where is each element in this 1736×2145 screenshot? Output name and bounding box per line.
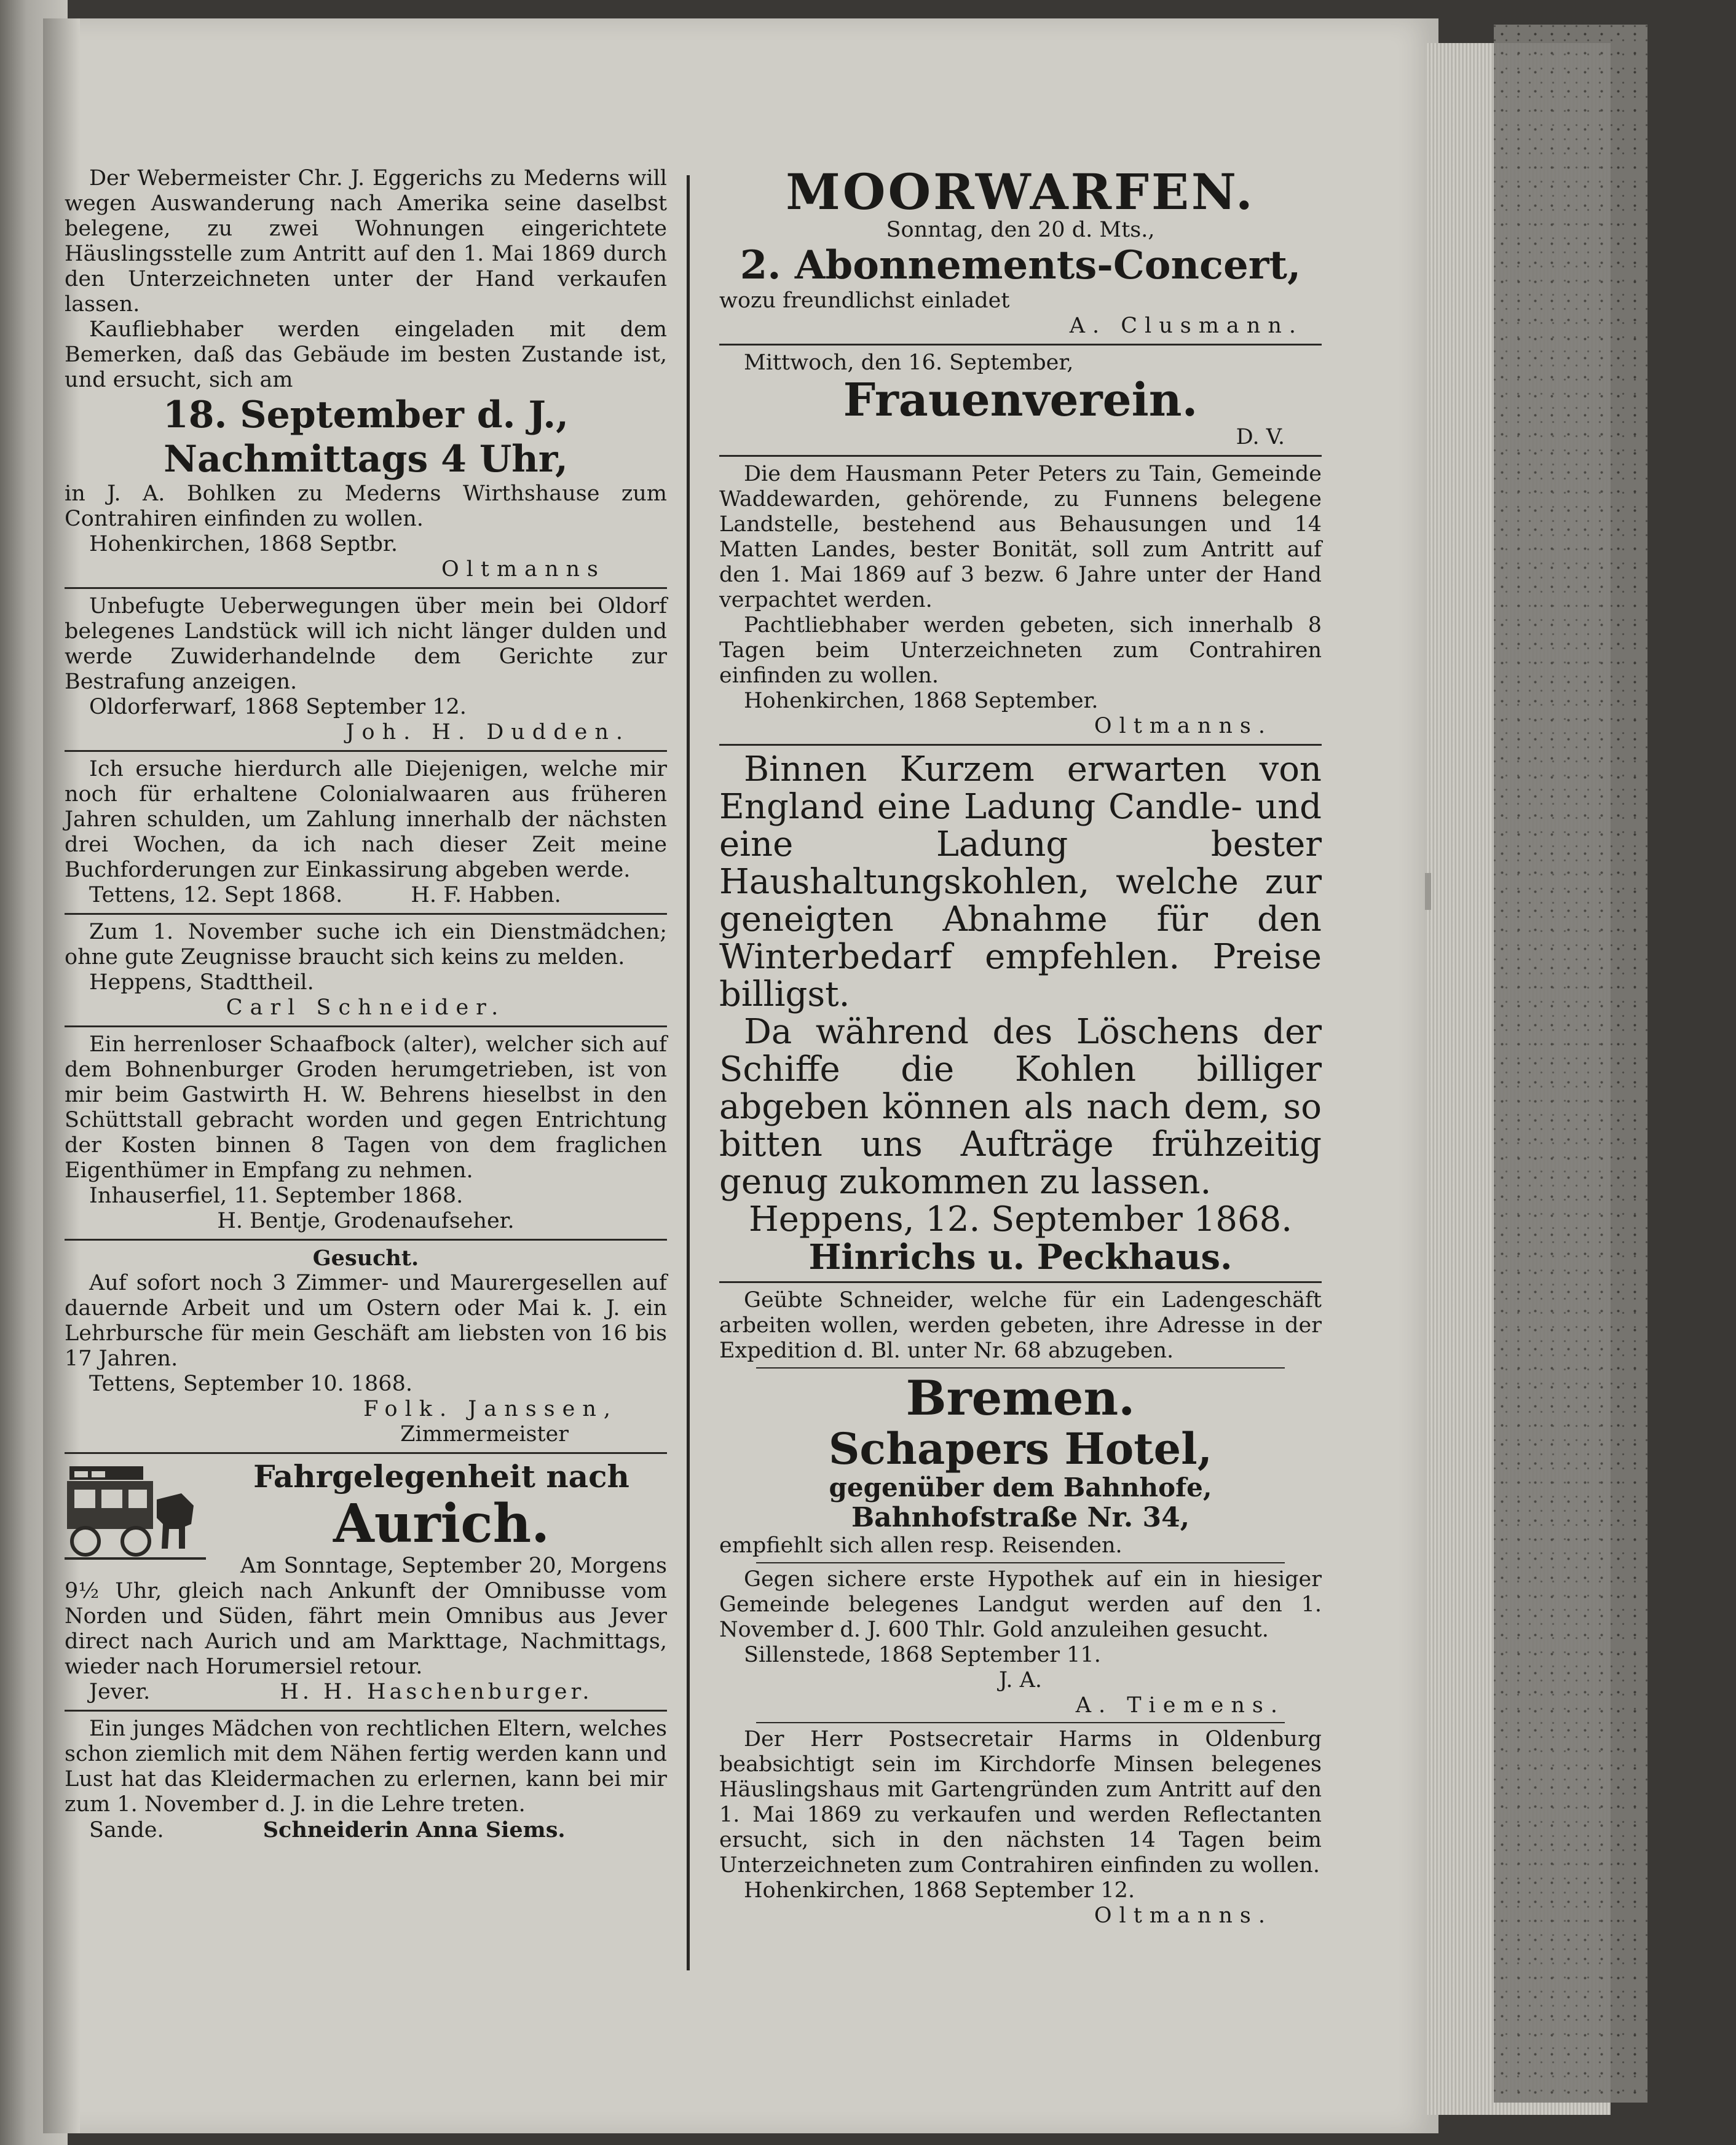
ad-habben bbox=[65, 757, 667, 908]
ad-place-date: Heppens, 12. September 1868. bbox=[748, 1199, 1293, 1239]
ad-separator bbox=[756, 1722, 1285, 1723]
ad-harms bbox=[719, 1727, 1322, 1929]
ad-date-line: Sonntag, den 20 d. Mts., bbox=[886, 218, 1155, 242]
right-column bbox=[719, 163, 1322, 1929]
ad-signature: Oltmanns bbox=[441, 557, 606, 582]
ad-bentje bbox=[65, 1032, 667, 1234]
ad-body: Der Herr Postsecretair Harms in Oldenburg beabsichtigt sein im Kirchdorfe Minsen belegenes Häuslingshaus mit Gartengründen zum Antritt auf den 1. Mai 1869 zu verkaufen und werden Reflectanten ersucht, sich in den nächsten 14 Tagen beim Unterzeichneten zum Contrahiren einfinden zu wollen. bbox=[719, 1727, 1322, 1878]
ad-hotel-line: Bahnhofstraße Nr. 34, bbox=[851, 1502, 1190, 1533]
ad-signature: Oltmanns. bbox=[1094, 1903, 1272, 1928]
ad-hotel-name: Schapers Hotel, bbox=[828, 1423, 1213, 1474]
ad-separator bbox=[65, 913, 667, 915]
ad-moorwarfen bbox=[719, 163, 1322, 339]
ad-place-date: Hohenkirchen, 1868 Septbr. bbox=[89, 532, 398, 556]
ad-place: Sande. bbox=[89, 1818, 164, 1843]
ad-date-line: Mittwoch, den 16. September, bbox=[744, 350, 1074, 375]
ad-body: Ein junges Mädchen von rechtlichen Eltern, welches schon ziemlich mit dem Nähen fertig werden kann und Lust hat das Kleidermachen zu erlernen, kann bei mir zum 1. November d. J. in die Lehre treten. bbox=[65, 1716, 667, 1817]
ad-place-date: Inhauserfiel, 11. September 1868. bbox=[89, 1183, 464, 1208]
ad-event-title: 2. Abonnements-Concert, bbox=[740, 242, 1301, 288]
ad-janssen bbox=[65, 1246, 667, 1447]
ad-signature: Carl Schneider. bbox=[226, 995, 506, 1020]
ad-peters bbox=[719, 462, 1322, 739]
ad-body: Pachtliebhaber werden gebeten, sich innerhalb 8 Tagen beim Unterzeichneten zum Contrahiren einfinden zu wollen. bbox=[719, 613, 1322, 688]
ad-place-date: Hohenkirchen, 1868 September. bbox=[744, 689, 1099, 713]
ad-body: Ein herrenloser Schaafbock (alter), welcher sich auf dem Bohnenburger Groden herumgetrieben, ist von mir beim Gastwirth H. W. Behrens hieselbst in den Schüttstall gebracht worden und gegen Entrichtung der Kosten binnen 8 Tagen von dem fraglichen Eigenthümer in Empfang zu nehmen. bbox=[65, 1032, 667, 1183]
ad-body: Am Sonntage, September 20, Morgens 9½ Uhr, gleich nach Ankunft der Omnibusse vom Norden und Süden, fährt mein Omnibus aus Jever direct nach Aurich und am Markttage, Nachmittags, wieder nach Horumersiel retour. bbox=[65, 1554, 667, 1679]
ad-place: Jever. bbox=[89, 1680, 151, 1704]
ad-separator bbox=[65, 1710, 667, 1712]
ad-schneider-gesucht bbox=[719, 1288, 1322, 1364]
ad-initials: J. A. bbox=[999, 1668, 1042, 1693]
ad-separator bbox=[65, 1025, 667, 1027]
ad-signature: Hinrichs u. Peckhaus. bbox=[808, 1237, 1233, 1278]
ad-body: Die dem Hausmann Peter Peters zu Tain, Gemeinde Waddewarden, gehörende, zu Funnens belegene Landstelle, bestehend aus Behausungen und 14 Matten Landes, bester Bonität, soll zum Antritt auf den 1. Mai 1869 auf 3 bezw. 6 Jahre unter der Hand verpachtet werden. bbox=[719, 462, 1322, 612]
ad-time-large: Nachmittags 4 Uhr, bbox=[164, 438, 568, 481]
stagecoach-icon bbox=[65, 1463, 206, 1567]
ad-separator bbox=[719, 1281, 1322, 1283]
ad-signature: Joh. H. Dudden. bbox=[345, 720, 630, 745]
ad-place: Heppens, Stadttheil. bbox=[89, 970, 314, 995]
ad-separator bbox=[65, 1239, 667, 1241]
ad-separator bbox=[719, 455, 1322, 457]
ad-place: Tettens, 12. Sept 1868. bbox=[89, 883, 343, 907]
ad-invite: wozu freundlichst einladet bbox=[719, 288, 1010, 313]
ad-signature: Schneiderin Anna Siems. bbox=[262, 1817, 566, 1843]
ad-dudden bbox=[65, 594, 667, 745]
ad-eggerichs bbox=[65, 166, 667, 582]
ad-signature: H. F. Habben. bbox=[411, 883, 561, 907]
left-column bbox=[65, 166, 667, 1843]
ad-heading: MOORWARFEN. bbox=[786, 163, 1255, 221]
ad-signature: H. H. Haschenburger. bbox=[280, 1680, 593, 1704]
ad-place-date: Sillenstede, 1868 September 11. bbox=[744, 1643, 1101, 1667]
ad-signature: D. V. bbox=[1236, 425, 1285, 449]
ad-heading: Frauenverein. bbox=[843, 374, 1198, 427]
ad-signature: A. Clusmann. bbox=[1069, 314, 1303, 338]
ad-separator bbox=[65, 587, 667, 589]
ad-separator bbox=[65, 750, 667, 752]
ad-heading-destination: Aurich. bbox=[333, 1493, 550, 1555]
ad-heading: Fahrgelegenheit nach bbox=[253, 1458, 629, 1495]
ad-body: Kaufliebhaber werden eingeladen mit dem Bemerken, daß das Gebäude im besten Zustande ist, und ersucht, sich am bbox=[65, 317, 667, 392]
ad-date-large: 18. September d. J., bbox=[163, 393, 569, 437]
ad-body: in J. A. Bohlken zu Mederns Wirthshause zum Contrahiren einfinden zu wollen. bbox=[65, 481, 667, 531]
ad-body: Geübte Schneider, welche für ein Ladengeschäft arbeiten wollen, werden gebeten, ihre Adresse in der Expedition d. Bl. unter Nr. 68 abzugeben. bbox=[719, 1288, 1322, 1363]
ad-kohlen bbox=[719, 751, 1322, 1276]
ad-place-signature bbox=[65, 1817, 667, 1843]
ad-siems bbox=[65, 1716, 667, 1843]
ad-body-large: Binnen Kurzem erwarten von England eine Ladung Candle- und eine Ladung bester Haushaltungskohlen, welche zur geneigten Abnahme für den Winterbedarf empfehlen. Preise billigst. bbox=[719, 749, 1322, 1014]
ad-body: Unbefugte Ueberwegungen über mein bei Oldorf belegenes Landstück will ich nicht länger dulden und werde Zuwiderhandelnde dem Gerichte zur Bestrafung anzeigen. bbox=[65, 594, 667, 694]
ad-signature-title: Zimmermeister bbox=[400, 1422, 569, 1447]
ad-frauenverein bbox=[719, 350, 1322, 450]
ad-tiemens bbox=[719, 1567, 1322, 1718]
ad-place-date: Tettens, September 10. 1868. bbox=[89, 1372, 412, 1396]
ad-schapers-hotel bbox=[719, 1372, 1322, 1558]
ad-signature: Folk. Janssen, bbox=[363, 1397, 618, 1421]
ad-body: Der Webermeister Chr. J. Eggerichs zu Mederns will wegen Auswanderung nach Amerika seine daselbst belegene, zu zwei Wohnungen eingerichtete Häuslingsstelle zum Antritt auf den 1. Mai 1869 durch den Unterzeichneten unter der Hand verkaufen lassen. bbox=[65, 166, 667, 317]
ad-signature: A. Tiemens. bbox=[1075, 1693, 1285, 1718]
ad-place-date: Oldorferwarf, 1868 September 12. bbox=[89, 695, 467, 719]
page-marker-tab bbox=[1425, 873, 1431, 910]
ad-hotel-line: gegenüber dem Bahnhofe, bbox=[829, 1472, 1212, 1503]
ad-schneider bbox=[65, 920, 667, 1021]
ad-hotel-line: empfiehlt sich allen resp. Reisenden. bbox=[719, 1533, 1122, 1558]
ad-city: Bremen. bbox=[905, 1370, 1135, 1426]
ad-separator bbox=[756, 1367, 1285, 1369]
ad-heading: Gesucht. bbox=[312, 1246, 419, 1271]
ad-body: Zum 1. November suche ich ein Dienstmädchen; ohne gute Zeugnisse braucht sich keins zu melden. bbox=[65, 920, 667, 970]
ad-place-date bbox=[65, 883, 667, 908]
ad-body: Ich ersuche hierdurch alle Diejenigen, welche mir noch für erhaltene Colonialwaaren aus früheren Jahren schulden, um Zahlung innerhalb der nächsten drei Wochen, da ich nach dieser Zeit meine Buchforderungen zur Einkassirung abgeben werde. bbox=[65, 757, 667, 882]
ad-signature: H. Bentje, Grodenaufseher. bbox=[217, 1209, 515, 1233]
ad-separator bbox=[719, 344, 1322, 346]
ad-separator bbox=[756, 1562, 1285, 1563]
ad-place-date: Hohenkirchen, 1868 September 12. bbox=[744, 1878, 1135, 1903]
column-divider bbox=[687, 175, 690, 1970]
speckled-book-edge bbox=[1494, 25, 1647, 2103]
ad-separator bbox=[65, 1452, 667, 1454]
ad-body-large: Da während des Löschens der Schiffe die Kohlen billiger abgeben können als nach dem, so bitten uns Aufträge frühzeitig genug zukommen zu lassen. bbox=[719, 1012, 1322, 1202]
ad-haschenburger bbox=[65, 1459, 667, 1705]
ad-body: Auf sofort noch 3 Zimmer- und Maurergesellen auf dauernde Arbeit und um Ostern oder Mai k. J. ein Lehrbursche für mein Geschäft am liebsten von 16 bis 17 Jahren. bbox=[65, 1271, 667, 1371]
ad-separator bbox=[719, 744, 1322, 746]
ad-place-signature bbox=[65, 1680, 667, 1705]
ad-signature: Oltmanns. bbox=[1094, 714, 1272, 738]
ad-body: Gegen sichere erste Hypothek auf ein in hiesiger Gemeinde belegenes Landgut werden auf den 1. November d. J. 600 Thlr. Gold anzuleihen gesucht. bbox=[719, 1567, 1322, 1642]
